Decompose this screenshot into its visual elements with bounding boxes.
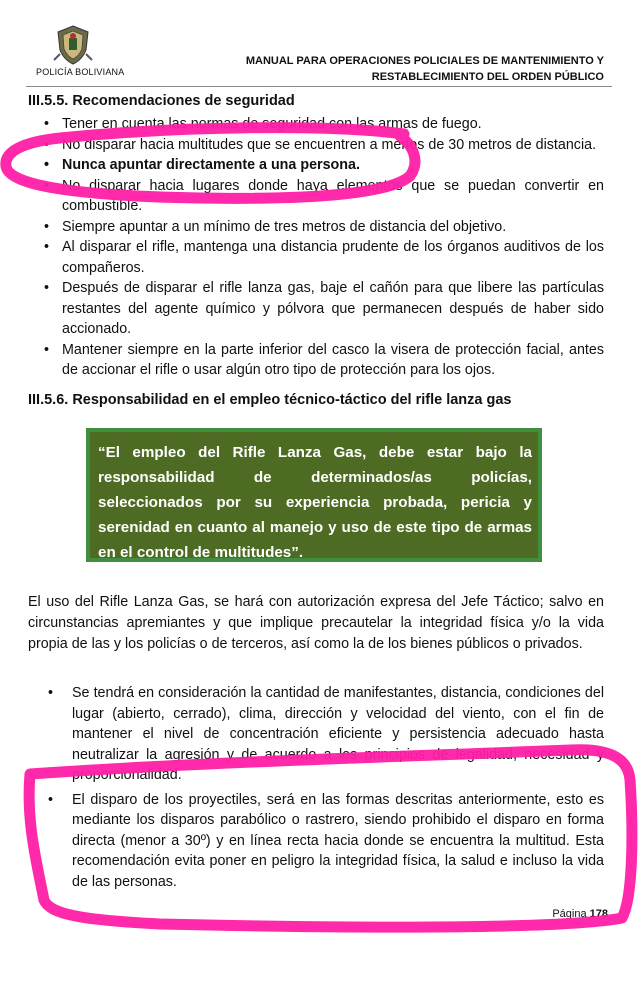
section-heading-555: III.5.5. Recomendaciones de seguridad bbox=[28, 93, 295, 109]
manual-title bbox=[184, 53, 604, 85]
list-item: • Nunca apuntar directamente a una persona. bbox=[28, 155, 604, 176]
page-number-value: 178 bbox=[589, 908, 608, 920]
list-item: • No disparar hacia lugares donde haya elementos que se puedan convertir en combustible. bbox=[28, 176, 604, 217]
list-item: • Mantener siempre en la parte inferior del casco la visera de protección facial, antes de accionar el rifle o usar algún otro tipo de protección para los ojos. bbox=[28, 340, 604, 381]
list-item: • Siempre apuntar a un mínimo de tres metros de distancia del objetivo. bbox=[28, 217, 604, 238]
usage-considerations-list bbox=[38, 683, 604, 892]
list-item: • Se tendrá en consideración la cantidad de manifestantes, distancia, condiciones del lugar (abierto, cerrado), clima, dirección y velocidad del viento, con el fin de mantener el nivel de concentración eficiente y persistencia adecuado hasta neutralizar la agresión y de acuerdo a los principios de legalidad, necesidad y proporcionalidad. bbox=[38, 683, 604, 786]
list-item: • El disparo de los proyectiles, será en las formas descritas anteriormente, esto es mediante los disparos parabólico o rastrero, siendo prohibido el disparo en forma directa (menor a 30º) y en línea recta hacia donde se encuentra la multitud. Esta recomendación evita poner en peligro la integridad física, la salud e incluso la vida de las personas. bbox=[38, 790, 604, 893]
manual-title-line2: RESTABLECIMIENTO DEL ORDEN PÚBLICO bbox=[371, 71, 604, 83]
page-number bbox=[552, 908, 608, 920]
section-heading-556: III.5.6. Responsabilidad en el empleo técnico-táctico del rifle lanza gas bbox=[28, 392, 512, 408]
authorization-paragraph: El uso del Rifle Lanza Gas, se hará con autorización expresa del Jefe Táctico; salvo en circunstancias apremiantes y que implique precautelar la integridad física y/o la vida propia de las y los policías o de terceros, así como la de los bienes públicos o privados. bbox=[28, 594, 604, 652]
header-divider bbox=[26, 86, 612, 87]
quote-box bbox=[86, 428, 542, 562]
list-item: • Tener en cuenta las normas de seguridad con las armas de fuego. bbox=[28, 114, 604, 135]
organization-name: POLICÍA BOLIVIANA bbox=[36, 67, 125, 77]
safety-recommendations-list bbox=[28, 114, 604, 381]
quote-text: “El empleo del Rifle Lanza Gas, debe estar bajo la responsabilidad de determinados/as policías, seleccionados por su experiencia probada, pericia y serenidad en cuanto al manejo y uso de este tipo de armas en el control de multitudes”. bbox=[90, 432, 538, 558]
list-item: • Después de disparar el rifle lanza gas, baje el cañón para que libere las partículas restantes del agente químico y pólvora que permanecen después de haber sido accionado. bbox=[28, 278, 604, 340]
police-crest-icon bbox=[52, 24, 94, 66]
list-item: • No disparar hacia multitudes que se encuentren a menos de 30 metros de distancia. bbox=[28, 135, 604, 156]
manual-title-line1: MANUAL PARA OPERACIONES POLICIALES DE MANTENIMIENTO Y bbox=[245, 55, 604, 67]
page-label: Página bbox=[552, 908, 587, 920]
list-item: • Al disparar el rifle, mantenga una distancia prudente de los órganos auditivos de los compañeros. bbox=[28, 237, 604, 278]
